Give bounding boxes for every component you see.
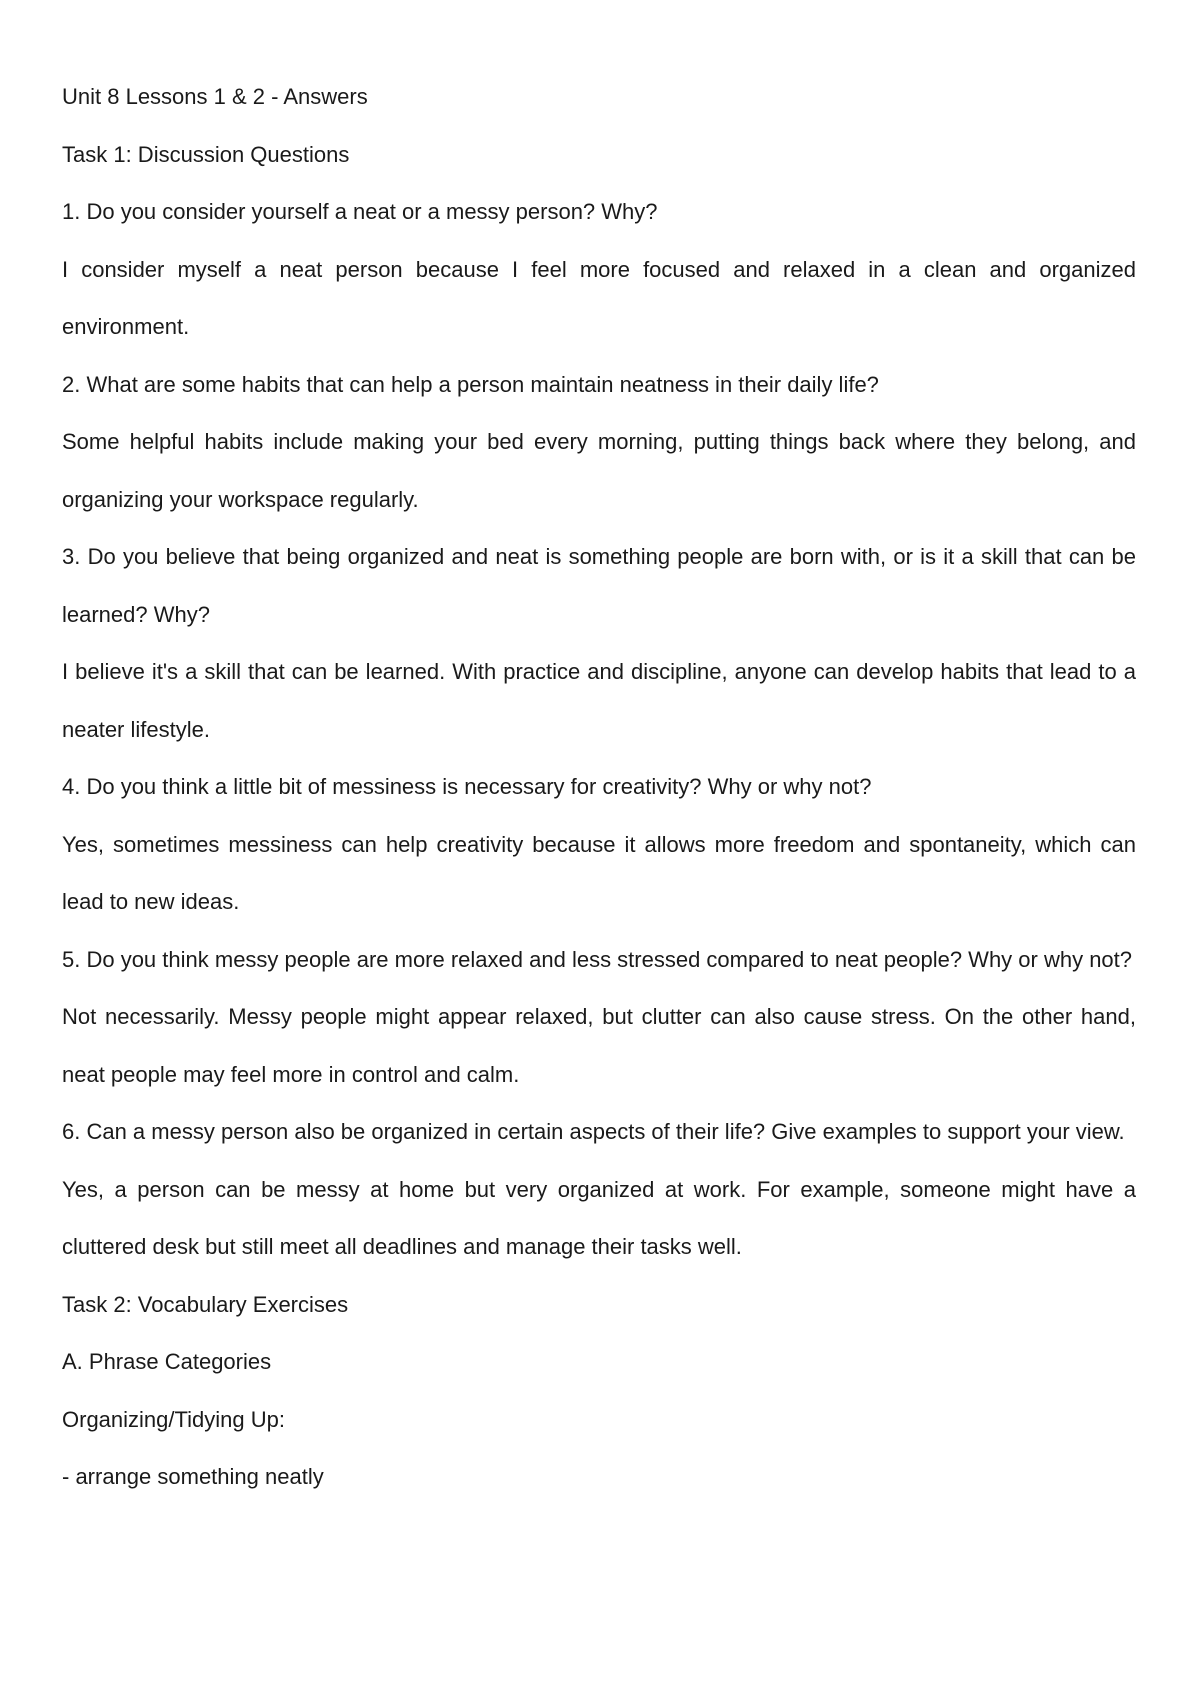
- question-1: 1. Do you consider yourself a neat or a messy person? Why?: [62, 199, 658, 224]
- question-6: 6. Can a messy person also be organized in certain aspects of their life? Give examples to support your view.: [62, 1119, 1125, 1144]
- answer-2: Some helpful habits include making your bed every morning, putting things back where they belong, and organizing your workspace regularly.: [62, 429, 1136, 512]
- task1-heading: Task 1: Discussion Questions: [62, 141, 350, 167]
- document-title: Unit 8 Lessons 1 & 2 - Answers: [62, 84, 368, 109]
- answer-6: Yes, a person can be messy at home but very organized at work. For example, someone might have a cluttered desk but still meet all deadlines and manage their tasks well.: [62, 1176, 1136, 1259]
- answer-1: I consider myself a neat person because I feel more focused and relaxed in a clean and organized environment.: [62, 256, 1136, 339]
- task2-heading: Task 2: Vocabulary Exercises: [62, 1291, 349, 1317]
- category-heading: Organizing/Tidying Up:: [62, 1406, 285, 1432]
- question-3: 3. Do you believe that being organized and neat is something people are born with, or is it a skill that can be learned? Why?: [62, 544, 1136, 627]
- question-4: 4. Do you think a little bit of messiness is necessary for creativity? Why or why not?: [62, 774, 872, 799]
- question-2: 2. What are some habits that can help a person maintain neatness in their daily life?: [62, 371, 879, 397]
- answer-5: Not necessarily. Messy people might appear relaxed, but clutter can also cause stress. On the other hand, neat people may feel more in control and calm.: [62, 1004, 1136, 1087]
- answer-3: I believe it's a skill that can be learned. With practice and discipline, anyone can develop habits that lead to a neater lifestyle.: [62, 659, 1136, 742]
- section-a-heading: A. Phrase Categories: [62, 1349, 272, 1374]
- phrase-item: - arrange something neatly: [62, 1464, 324, 1489]
- question-5: 5. Do you think messy people are more relaxed and less stressed compared to neat people? Why or why not?: [62, 946, 1133, 972]
- answer-4: Yes, sometimes messiness can help creativity because it allows more freedom and spontaneity, which can lead to new ideas.: [62, 831, 1136, 914]
